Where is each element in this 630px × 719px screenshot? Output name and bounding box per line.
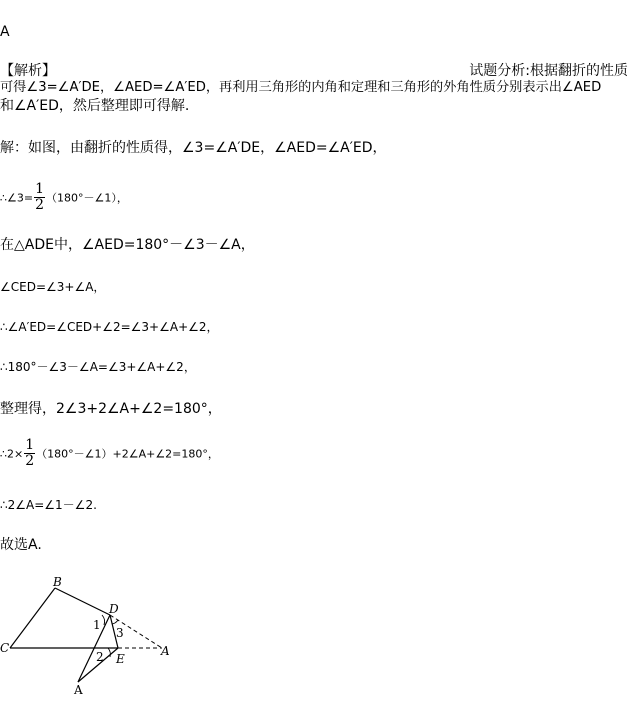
step7-fraction — [24, 438, 35, 469]
geometry-figure — [0, 575, 200, 710]
analysis-line-1: 可得∠3=∠A′DE，∠AED=∠A′ED，再利用三角形的内角和定理和三角形的外角性质分别表示出∠AED — [0, 80, 602, 95]
solution-step-1 — [0, 182, 128, 213]
solution-step-2: 在△ADE中，∠AED=180°－∠3－∠A， — [0, 237, 255, 253]
label-E: E — [116, 652, 125, 666]
solution-step-7 — [0, 438, 219, 469]
label-1: 1 — [93, 618, 101, 632]
solution-step-8: ∴2∠A=∠1－∠2. — [0, 498, 97, 512]
solution-step-3: ∠CED=∠3+∠A， — [0, 280, 106, 294]
solution-step-5: ∴180°－∠3－∠A=∠3+∠A+∠2， — [0, 360, 196, 374]
solution-conclusion: 故选A. — [0, 537, 42, 553]
step7-fraction-denominator: 2 — [25, 453, 35, 469]
segment-CB — [10, 588, 55, 648]
solution-step-4: ∴∠A′ED=∠CED+∠2=∠3+∠A+∠2， — [0, 320, 219, 334]
analysis-line-2: 和∠A′ED，然后整理即可得解. — [0, 98, 190, 114]
label-A: A — [161, 644, 170, 658]
label-B: B — [53, 575, 62, 589]
label-3: 3 — [116, 626, 124, 640]
label-C: C — [0, 641, 10, 655]
analysis-header: 【解析】 — [0, 63, 56, 79]
label-A-prime: A — [74, 683, 83, 697]
step7-fraction-numerator: 1 — [25, 437, 35, 453]
label-2: 2 — [96, 650, 104, 664]
angle-3-arc — [112, 620, 118, 624]
solution-step-6: 整理得，2∠3+2∠A+∠2=180°， — [0, 401, 222, 417]
angle-1-arc — [102, 615, 105, 625]
answer-letter: A — [0, 24, 10, 40]
step7-prefix: ∴2× — [0, 447, 24, 461]
step1-fraction — [34, 182, 45, 213]
step7-suffix: （180°－∠1）+2∠A+∠2=180°， — [36, 447, 219, 461]
figure-solid-lines — [10, 588, 118, 682]
segment-BD — [55, 588, 110, 615]
step1-fraction-denominator: 2 — [35, 197, 44, 213]
solution-intro: 解：如图，由翻折的性质得，∠3=∠A′DE，∠AED=∠A′ED， — [0, 140, 387, 156]
step1-suffix: （180°－∠1）， — [46, 191, 128, 205]
step1-prefix: ∴∠3= — [0, 191, 34, 205]
step1-fraction-numerator: 1 — [35, 181, 44, 197]
analysis-header-right: 试题分析:根据翻折的性质 — [469, 63, 628, 79]
label-D: D — [109, 602, 119, 616]
